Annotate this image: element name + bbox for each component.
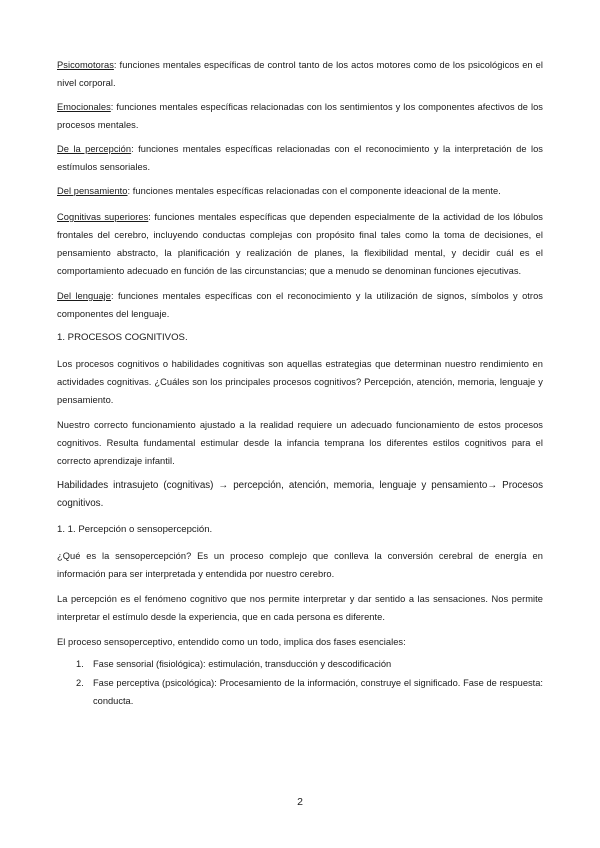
definition-emocionales <box>57 98 543 134</box>
list-text: Fase sensorial (fisiológica): estimulación, transducción y descodificación <box>93 659 392 669</box>
definition-percepcion <box>57 140 543 176</box>
definition-text: : funciones mentales específicas de control tanto de los actos motores como de los psicológicos en el nivel corporal. <box>57 60 543 88</box>
definition-cognitivas-superiores <box>57 208 543 280</box>
definition-text: : funciones mentales específicas relacionadas con el componente ideacional de la mente. <box>127 186 501 196</box>
phases-list <box>57 655 543 710</box>
definition-text: : funciones mentales específicas con el reconocimiento y la utilización de signos, símbolos y otros componentes del lenguaje. <box>57 291 543 319</box>
paragraph: Habilidades intrasujeto (cognitivas) → percepción, atención, memoria, lenguaje y pensamiento→ Procesos cognitivos. <box>57 480 543 509</box>
paragraph: Los procesos cognitivos o habilidades cognitivas son aquellas estrategias que determinan nuestro rendimiento en actividades cognitivas. ¿Cuáles son los principales procesos cognitivos? Percepción, atención, memoria, lenguaje y pensamiento. <box>57 359 543 405</box>
list-text: Fase perceptiva (psicológica): Procesamiento de la información, construye el significado. Fase de respuesta: conducta. <box>93 678 543 706</box>
definition-term: Emocionales <box>57 102 111 112</box>
definition-psicomotoras <box>57 56 543 92</box>
definition-term: Del lenguaje <box>57 291 111 301</box>
document-body <box>57 56 543 711</box>
definition-pensamiento <box>57 182 543 200</box>
paragraph: Nuestro correcto funcionamiento ajustado a la realidad requiere un adecuado funcionamiento de estos procesos cognitivos. Resulta fundamental estimular desde la infancia temprana los diferentes estilos cognitivos para el correcto aprendizaje infantil. <box>57 420 543 466</box>
definition-term: De la percepción <box>57 144 132 154</box>
section-heading: 1. PROCESOS COGNITIVOS. <box>57 332 188 343</box>
definition-text: : funciones mentales específicas que dependen especialmente de la actividad de los lóbulos frontales del cerebro, incluyendo conductas complejas con propósito final tales como la toma de decisiones, el pensamiento abstracto, la planificación y realización de planes, la flexibilidad mental, y decidir cuál es el comportamiento adecuado en función de las circunstancias; que a menudo se denominan funciones ejecutivas. <box>57 212 544 276</box>
paragraph: ¿Qué es la sensopercepción? Es un proceso complejo que conlleva la conversión cerebral de energía en información para ser interpretada y entendida por nuestro cerebro. <box>57 551 543 579</box>
list-item <box>57 674 543 710</box>
definition-text: : funciones mentales específicas relacionadas con los sentimientos y los componentes afectivos de los procesos mentales. <box>57 102 543 130</box>
definition-term: Cognitivas superiores <box>57 212 149 222</box>
definition-term: Psicomotoras <box>57 60 114 70</box>
list-number: 2. <box>76 678 84 688</box>
list-number: 1. <box>76 659 84 669</box>
definition-lenguaje <box>57 287 543 323</box>
page-number: 2 <box>297 796 303 808</box>
definition-term: Del pensamiento <box>57 186 128 196</box>
paragraph: El proceso sensoperceptivo, entendido como un todo, implica dos fases esenciales: <box>57 637 406 647</box>
subsection-heading: 1. 1. Percepción o sensopercepción. <box>57 524 213 535</box>
definition-text: : funciones mentales específicas relacionadas con el reconocimiento y la interpretación de los estímulos sensoriales. <box>57 144 544 172</box>
paragraph: La percepción es el fenómeno cognitivo que nos permite interpretar y dar sentido a las sensaciones. Nos permite interpretar el estímulo desde la experiencia, que en cada persona es diferente. <box>57 594 543 622</box>
list-item <box>57 655 543 673</box>
